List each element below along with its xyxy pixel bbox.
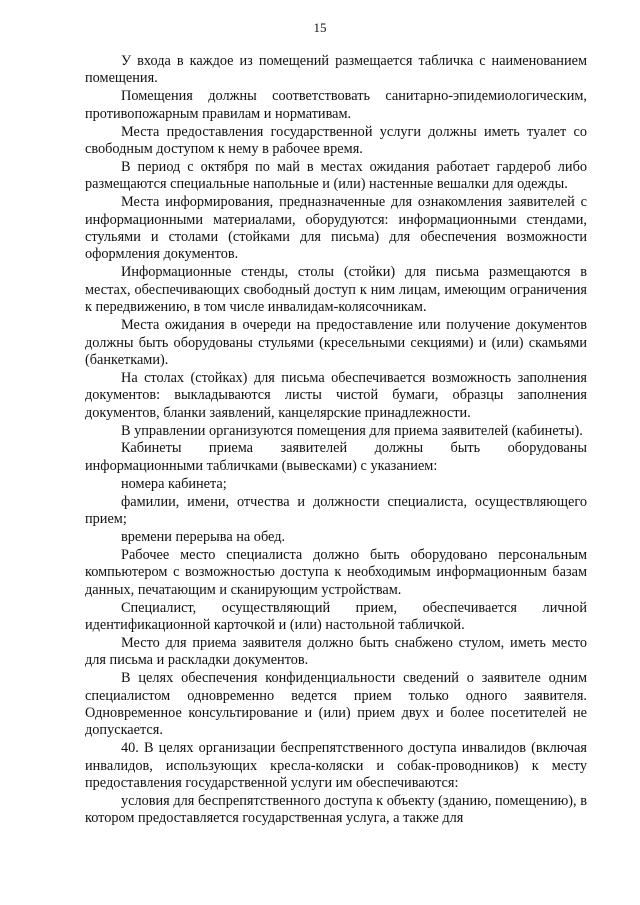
paragraph: В целях обеспечения конфиденциальности сведений о заявителе одним специалистом одновременно ведется прием только одного заявителя. Одновременное консультирование и (или) прием двух и более посетителей не допускается. — [85, 670, 587, 739]
paragraph: В период с октября по май в местах ожидания работает гардероб либо размещаются специальные напольные и (или) настенные вешалки для одежды. — [85, 158, 587, 193]
document-body — [85, 53, 587, 828]
paragraph: На столах (стойках) для письма обеспечивается возможность заполнения документов: выкладываются листы чистой бумаги, образцы заполнения документов, бланки заявлений, канцелярские принадлежности. — [85, 369, 587, 421]
paragraph: Места предоставления государственной услуги должны иметь туалет со свободным доступом к нему в рабочее время. — [85, 123, 587, 158]
paragraph: Места информирования, предназначенные для ознакомления заявителей с информационными материалами, оборудуются: информационными стендами, стульями и столами (стойками для письма) для обеспечения возможности оформления документов. — [85, 194, 587, 263]
list-item: фамилии, имени, отчества и должности специалиста, осуществляющего прием; — [85, 493, 587, 528]
paragraph: Места ожидания в очереди на предоставление или получение документов должны быть оборудованы стульями (кресельными секциями) и (или) скамьями (банкетками). — [85, 317, 587, 368]
list-item: времени перерыва на обед. — [121, 528, 286, 545]
list-item: номера кабинета; — [121, 475, 227, 492]
paragraph: У входа в каждое из помещений размещается табличка с наименованием помещения. — [85, 53, 587, 87]
paragraph: Кабинеты приема заявителей должны быть оборудованы информационными табличками (вывесками) с указанием: — [85, 440, 587, 474]
page-number: 15 — [313, 20, 327, 35]
paragraph: условия для беспрепятственного доступа к объекту (зданию, помещению), в котором предоставляется государственная услуга, а также для — [85, 793, 587, 827]
paragraph: Информационные стенды, столы (стойки) для письма размещаются в местах, обеспечивающих свободный доступ к ним лицам, имеющим ограничения к передвижению, в том числе инвалидам-колясочникам. — [85, 264, 587, 316]
paragraph: Помещения должны соответствовать санитарно-эпидемиологическим, противопожарным правилам и нормативам. — [85, 88, 587, 122]
paragraph: Специалист, осуществляющий прием, обеспечивается личной идентификационной карточкой и (или) настольной табличкой. — [85, 599, 587, 633]
paragraph: 40. В целях организации беспрепятственного доступа инвалидов (включая инвалидов, использующих кресла-коляски и собак-проводников) к месту предоставления государственной услуги им обеспечиваются: — [85, 740, 587, 792]
paragraph: Место для приема заявителя должно быть снабжено стулом, иметь место для письма и раскладки документов. — [85, 634, 587, 669]
paragraph: В управлении организуются помещения для приема заявителей (кабинеты). — [121, 422, 583, 439]
paragraph: Рабочее место специалиста должно быть оборудовано персональным компьютером с возможностью доступа к необходимым информационным базам данных, печатающим и сканирующим устройствам. — [85, 546, 587, 598]
